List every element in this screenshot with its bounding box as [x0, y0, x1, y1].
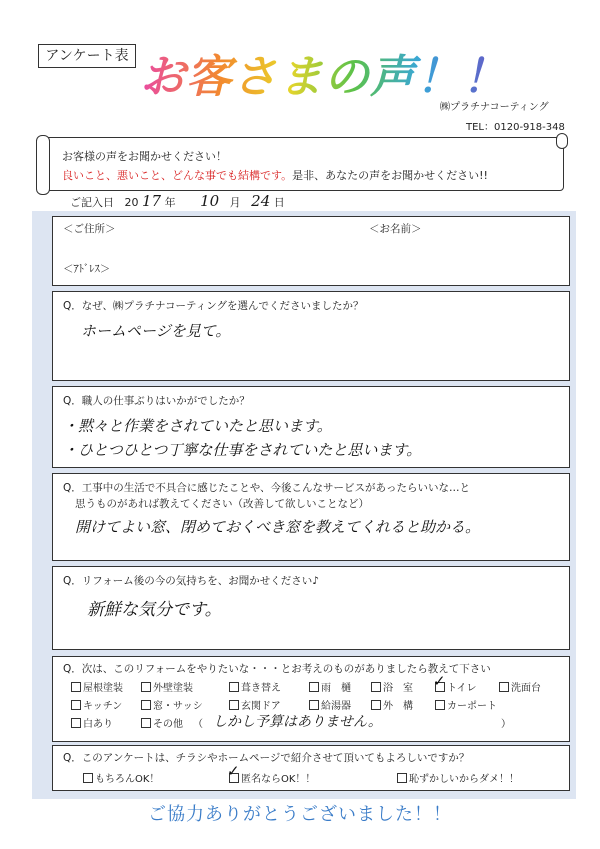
survey-label: アンケート表: [38, 44, 136, 68]
checkbox[interactable]: [397, 773, 407, 783]
checkbox[interactable]: [71, 682, 81, 692]
question-box-4: [52, 566, 570, 650]
checkbox[interactable]: [499, 682, 509, 692]
answer-1: ホームページを見て。: [81, 322, 231, 340]
other-paren-open: （: [193, 719, 203, 730]
date-row: [70, 192, 285, 210]
option-exterior[interactable]: 外 構: [371, 697, 413, 712]
company-name: ㈱プラチナコーティング: [440, 102, 549, 113]
question-3-line-2: 思うものがあれば教えてください（改善して欲しいことなど）: [75, 498, 369, 510]
option-wall-painting[interactable]: 外壁塗装: [141, 679, 193, 694]
checkbox[interactable]: [435, 700, 445, 710]
question-box-3: [52, 473, 570, 561]
name-label: ＜お名前＞: [369, 223, 422, 235]
checkbox[interactable]: [309, 700, 319, 710]
checkbox[interactable]: [141, 682, 151, 692]
answer-4: 新鮮な気分です。: [87, 600, 222, 620]
date-label: ご記入日: [70, 196, 114, 209]
option-toilet[interactable]: トイレ: [435, 679, 477, 694]
thanks-message: ご協力ありがとうございました！！: [148, 804, 452, 825]
intro-line-1: お客様の声をお聞かせください！: [62, 150, 227, 163]
option-gutter[interactable]: 雨 樋: [309, 679, 351, 694]
date-month-unit: 月: [229, 196, 241, 209]
date-year-unit: 年: [164, 196, 176, 209]
question-box-5: [52, 656, 570, 742]
question-box-6: [52, 745, 570, 791]
checkbox[interactable]: [371, 700, 381, 710]
answer-3: 開けてよい窓、閉めておくべき窓を教えてくれると助かる。: [75, 518, 481, 536]
option-entrance-door[interactable]: 玄関ドア: [229, 697, 281, 712]
option-window-sash[interactable]: 窓・サッシ: [141, 697, 203, 712]
date-era: 20: [124, 196, 139, 209]
address-box: [52, 216, 570, 286]
page-title: お客さまの声！！: [140, 40, 508, 105]
option-roof-painting[interactable]: 屋根塗装: [71, 679, 123, 694]
answer-2-line-1: ・黙々と作業をされていたと思います。: [63, 417, 332, 435]
question-4: Q．リフォーム後の今の気持ちを、お聞かせください♪: [63, 575, 319, 587]
question-2: Q．職人の仕事ぶりはいかがでしたか？: [63, 395, 250, 407]
option-of-course-ok[interactable]: もちろんOK！: [83, 770, 159, 785]
other-answer: しかし予算はありません。: [213, 714, 382, 730]
option-other[interactable]: その他: [141, 715, 183, 730]
option-water-heater[interactable]: 給湯器: [309, 697, 351, 712]
date-day-unit: 日: [273, 196, 285, 209]
checkbox[interactable]: [71, 700, 81, 710]
company-tel: TEL：0120-918-348: [466, 122, 565, 133]
option-bathroom[interactable]: 浴 室: [371, 679, 413, 694]
date-year-value: 17: [142, 192, 162, 210]
question-6: Q．このアンケートは、チラシやホームページで紹介させて頂いてもよろしいですか？: [63, 752, 470, 764]
option-kitchen[interactable]: キッチン: [71, 697, 122, 712]
option-anonymous-ok[interactable]: 匿名ならOK！！: [229, 770, 315, 785]
checkbox[interactable]: [229, 682, 239, 692]
checkbox[interactable]: [141, 718, 151, 728]
check-mark-icon: ✓: [227, 762, 240, 780]
question-5: Q．次は、このリフォームをやりたいな・・・とお考えのものがありましたら教えて下さい: [63, 663, 491, 675]
question-box-2: [52, 386, 570, 468]
date-day-value: 24: [251, 192, 271, 210]
checkbox[interactable]: [309, 682, 319, 692]
checkbox[interactable]: [229, 700, 239, 710]
question-1: Q．なぜ、㈱プラチナコーティングを選んでくださいましたか？: [63, 300, 364, 312]
answer-2-line-2: ・ひとつひとつ丁寧な仕事をされていたと思います。: [63, 441, 422, 459]
checkbox[interactable]: [371, 682, 381, 692]
option-carport[interactable]: カーポート: [435, 697, 497, 712]
intro-line-2: [62, 167, 488, 183]
checkbox[interactable]: [83, 773, 93, 783]
check-mark-icon: ✓: [433, 672, 446, 690]
address-label: ＜ご住所＞: [63, 223, 116, 235]
other-paren-close: ）: [501, 719, 511, 730]
scroll-curl-right: [556, 133, 568, 149]
option-embarrassed-no[interactable]: 恥ずかしいからダメ！！: [397, 770, 519, 785]
question-3-line-1: Q．工事中の生活で不具合に感じたことや、今後こんなサービスがあったらいいな…と: [63, 482, 470, 494]
option-reroofing[interactable]: 葺き替え: [229, 679, 281, 694]
question-box-1: [52, 291, 570, 381]
scroll-curl-left: [36, 135, 50, 195]
checkbox[interactable]: [71, 718, 81, 728]
email-label: ＜ｱﾄﾞﾚｽ＞: [63, 263, 111, 275]
option-termite[interactable]: 白あり: [71, 715, 113, 730]
checkbox[interactable]: [141, 700, 151, 710]
intro-line-2-rest: 是非、あなたの声をお聞かせください!!: [292, 169, 488, 182]
option-washbasin[interactable]: 洗面台: [499, 679, 541, 694]
date-month-value: 10: [200, 192, 220, 210]
intro-line-2-red: 良いこと、悪いこと、どんな事でも結構です。: [62, 169, 293, 182]
